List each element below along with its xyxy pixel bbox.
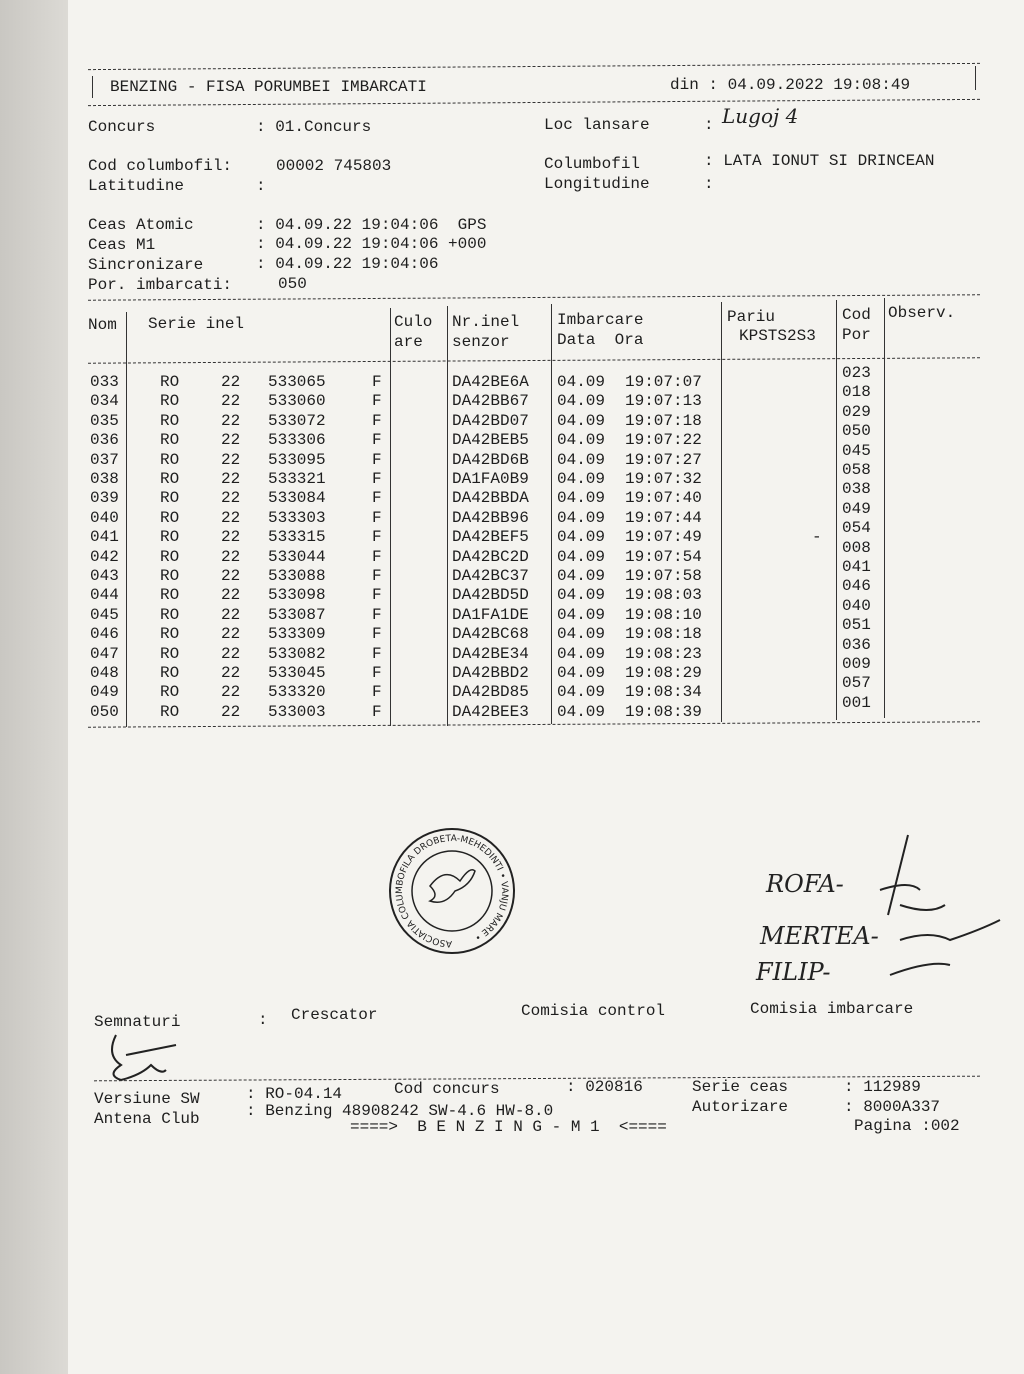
cell-time: 19:07:18 (625, 411, 702, 430)
pagina (854, 1117, 960, 1136)
loc-colon: : (704, 116, 714, 134)
benzing-banner: ====> B E N Z I N G - M 1 <==== (350, 1118, 667, 1136)
cell-ring-number: 533082 (268, 644, 326, 663)
cell-cod-por: 054 (842, 519, 871, 538)
cell-cod-por: 040 (842, 596, 871, 615)
divider (836, 300, 837, 720)
cell-date: 04.09 (557, 392, 606, 411)
cell-country: RO (160, 431, 180, 450)
cell-year: 22 (221, 547, 241, 566)
cell-nom: 040 (90, 508, 119, 527)
comisia-control-label: Comisia control (521, 1002, 666, 1020)
cell-sensor: DA42BD07 (452, 411, 529, 430)
cell-nom: 039 (90, 489, 119, 508)
sincronizare-value: : 04.09.22 19:04:06 (256, 255, 439, 273)
cell-cod-por: 046 (842, 577, 871, 596)
cell-time: 19:07:49 (625, 528, 702, 547)
cell-date: 04.09 (557, 489, 606, 508)
cell-pariu: - (812, 528, 822, 547)
cell-ring-number: 533306 (268, 431, 326, 450)
cell-ring-number: 533003 (268, 702, 326, 721)
cell-year: 22 (221, 625, 241, 644)
cell-year: 22 (221, 664, 241, 682)
antena-text: Benzing 48908242 SW-4.6 HW-8.0 (265, 1102, 554, 1120)
col-pariu: Pariu (727, 308, 776, 326)
cell-time: 19:07:40 (625, 489, 702, 508)
col-imbarcare: Imbarcare (557, 311, 644, 329)
antena-label: Antena Club (94, 1110, 200, 1128)
cell-year: 22 (221, 702, 241, 721)
cell-date: 04.09 (557, 586, 606, 605)
cell-sex: F (372, 625, 382, 644)
cell-cod-por: 001 (842, 693, 871, 712)
cell-sex: F (372, 664, 382, 682)
cell-year: 22 (221, 683, 241, 702)
serie-ceas-value: : 112989 (844, 1078, 921, 1096)
comisia-imbarcare-label: Comisia imbarcare (750, 1000, 914, 1018)
cell-sex: F (372, 411, 382, 430)
cell-ring-number: 533321 (268, 470, 326, 488)
handwritten-signatures (860, 830, 1010, 990)
cell-sensor: DA1FA0B9 (452, 470, 529, 488)
cell-sex: F (372, 567, 382, 585)
cell-time: 19:08:03 (625, 586, 702, 605)
cell-country: RO (160, 392, 180, 411)
concurs-value: : 01.Concurs (256, 118, 372, 136)
cell-ring-number: 533065 (268, 373, 326, 391)
cell-country: RO (160, 586, 180, 605)
ceas-atomic-label: Ceas Atomic (88, 216, 194, 234)
divider (884, 298, 885, 718)
cell-cod-por: 045 (842, 441, 871, 460)
col-observ: Observ. (888, 304, 956, 322)
cell-country: RO (160, 373, 180, 391)
col-cod: Cod (842, 306, 871, 324)
cell-cod-por: 057 (842, 674, 871, 693)
cell-nom: 044 (90, 586, 119, 605)
cell-nom: 043 (90, 567, 119, 585)
columbofil-label: Columbofil (544, 155, 641, 173)
cell-time: 19:08:39 (625, 702, 702, 721)
cell-sensor: DA42BD5D (452, 586, 529, 605)
cell-sex: F (372, 586, 382, 605)
autorizare-value: : 8000A337 (844, 1098, 941, 1116)
cell-year: 22 (221, 411, 241, 430)
cell-nom: 038 (90, 470, 119, 488)
cell-nom: 033 (90, 373, 119, 391)
cell-sex: F (372, 508, 382, 527)
crescator-label: Crescator (291, 1006, 378, 1024)
por-value: 050 (278, 275, 307, 293)
cell-sex: F (372, 489, 382, 508)
cell-ring-number: 533044 (268, 547, 326, 566)
divider (975, 66, 976, 90)
cell-time: 19:08:10 (625, 605, 702, 624)
versiune-value: : RO-04.14 (246, 1085, 343, 1103)
cell-sensor: DA42BB96 (452, 508, 529, 527)
cell-cod-por: 029 (842, 402, 871, 421)
cell-date: 04.09 (557, 644, 606, 663)
cell-country: RO (160, 605, 180, 624)
cell-ring-number: 533303 (268, 508, 326, 527)
cell-time: 19:07:22 (625, 431, 702, 450)
columbofil-value: : LATA IONUT SI DRINCEAN (704, 152, 935, 170)
cell-country: RO (160, 625, 180, 644)
commission-name-2: MERTEA- (760, 922, 879, 950)
cell-time: 19:07:58 (625, 567, 702, 585)
cell-sensor: DA42BC2D (452, 547, 529, 566)
cell-country: RO (160, 528, 180, 547)
crescator-signature (96, 1030, 186, 1085)
cell-sensor: DA42BC37 (452, 567, 529, 585)
cell-country: RO (160, 411, 180, 430)
cell-time: 19:08:18 (625, 625, 702, 644)
cell-time: 19:08:23 (625, 644, 702, 663)
col-nom: Nom (88, 316, 117, 334)
cell-year: 22 (221, 450, 241, 469)
cell-date: 04.09 (557, 683, 606, 702)
cell-year: 22 (221, 644, 241, 663)
cell-cod-por: 050 (842, 422, 871, 441)
col-imbarcare-2: Data Ora (557, 331, 644, 349)
cell-nom: 050 (90, 702, 119, 721)
cod-concurs-text: 020816 (585, 1078, 643, 1096)
pagina-label: Pagina : (854, 1117, 931, 1135)
lat-colon: : (256, 177, 266, 195)
cell-cod-por: 049 (842, 499, 871, 518)
cell-time: 19:07:44 (625, 508, 702, 527)
cell-ring-number: 533320 (268, 683, 326, 702)
cell-sensor: DA42BB67 (452, 392, 529, 411)
cell-year: 22 (221, 392, 241, 411)
cell-date: 04.09 (557, 702, 606, 721)
cell-nom: 045 (90, 605, 119, 624)
cell-country: RO (160, 489, 180, 508)
cell-country: RO (160, 664, 180, 682)
por-label: Por. imbarcati: (88, 276, 233, 294)
cell-sensor: DA42BEF5 (452, 528, 529, 547)
cell-year: 22 (221, 528, 241, 547)
cell-date: 04.09 (557, 605, 606, 624)
cell-cod-por: 036 (842, 635, 871, 654)
cod-concurs-label: Cod concurs (394, 1080, 500, 1098)
cell-nom: 046 (90, 625, 119, 644)
commission-name-3: FILIP- (756, 958, 831, 986)
serie-ceas-label: Serie ceas (692, 1078, 789, 1096)
ceas-m1-value: : 04.09.22 19:04:06 +000 (256, 235, 487, 253)
cell-year: 22 (221, 373, 241, 391)
cell-cod-por: 023 (842, 364, 871, 382)
cell-date: 04.09 (557, 411, 606, 430)
cell-date: 04.09 (557, 450, 606, 469)
cell-sensor: DA42BD85 (452, 683, 529, 702)
loc-handwritten: Lugoj 4 (722, 104, 799, 128)
cell-year: 22 (221, 567, 241, 585)
serie-ceas-text: 112989 (863, 1078, 921, 1096)
cell-ring-number: 533084 (268, 489, 326, 508)
cell-sex: F (372, 683, 382, 702)
cell-cod-por: 058 (842, 461, 871, 479)
cell-ring-number: 533098 (268, 586, 326, 605)
cell-sex: F (372, 431, 382, 450)
cell-nom: 047 (90, 644, 119, 663)
cell-country: RO (160, 508, 180, 527)
cell-time: 19:07:32 (625, 470, 702, 488)
cell-nom: 034 (90, 392, 119, 411)
cell-nom: 049 (90, 683, 119, 702)
cell-sensor: DA42BC68 (452, 625, 529, 644)
cell-sensor: DA42BE6A (452, 373, 529, 391)
cell-cod-por: 038 (842, 480, 871, 499)
cod-label: Cod columbofil: (88, 157, 233, 175)
cell-country: RO (160, 683, 180, 702)
cell-sex: F (372, 547, 382, 566)
cell-year: 22 (221, 508, 241, 527)
cell-country: RO (160, 470, 180, 488)
divider (721, 302, 722, 722)
document-title: BENZING - FISA PORUMBEI IMBARCATI (110, 78, 427, 96)
cell-time: 19:07:13 (625, 392, 702, 411)
versiune-label: Versiune SW (94, 1090, 200, 1108)
commission-name-1: ROFA- (766, 870, 844, 898)
ceas-m1-text: 04.09.22 19:04:06 +000 (275, 235, 487, 253)
cell-sensor: DA42BBDA (452, 489, 529, 508)
table-row (0, 693, 1024, 722)
cell-ring-number: 533072 (268, 411, 326, 430)
cell-cod-por: 008 (842, 538, 871, 557)
cell-country: RO (160, 644, 180, 663)
col-culoare-2: are (394, 333, 423, 351)
cell-sex: F (372, 605, 382, 624)
cell-country: RO (160, 450, 180, 469)
cell-date: 04.09 (557, 431, 606, 450)
cell-sensor: DA1FA1DE (452, 605, 529, 624)
col-culoare: Culo (394, 313, 433, 331)
date-label-text: din (670, 76, 699, 94)
cell-nom: 037 (90, 450, 119, 469)
cell-country: RO (160, 702, 180, 721)
cell-time: 19:08:34 (625, 683, 702, 702)
long-colon: : (704, 175, 714, 193)
ceas-atomic-value: : 04.09.22 19:04:06 GPS (256, 216, 487, 234)
cell-sex: F (372, 450, 382, 469)
ceas-atomic-text: 04.09.22 19:04:06 GPS (275, 216, 487, 234)
col-pariu-2: KPSTS2S3 (739, 327, 816, 345)
cod-value: 00002 745803 (276, 157, 392, 175)
cell-year: 22 (221, 470, 241, 488)
lat-label: Latitudine (88, 177, 185, 195)
col-cod-2: Por (842, 326, 871, 344)
cell-cod-por: 051 (842, 616, 871, 635)
cell-ring-number: 533095 (268, 450, 326, 469)
cell-nom: 041 (90, 528, 119, 547)
cell-ring-number: 533060 (268, 392, 326, 411)
concurs-text: 01.Concurs (275, 118, 372, 136)
cell-date: 04.09 (557, 528, 606, 547)
semnaturi-label: Semnaturi (94, 1013, 181, 1031)
versiune-text: RO-04.14 (265, 1085, 343, 1103)
cell-sensor: DA42BEE3 (452, 702, 529, 721)
cell-date: 04.09 (557, 508, 606, 527)
divider (447, 306, 448, 726)
columbofil-text: LATA IONUT SI DRINCEAN (723, 152, 935, 170)
autorizare-text: 8000A337 (863, 1098, 941, 1116)
autorizare-label: Autorizare (692, 1098, 789, 1116)
print-date: 04.09.2022 19:08:49 (727, 76, 911, 94)
cell-sex: F (372, 470, 382, 488)
divider (126, 312, 127, 727)
club-stamp (385, 826, 520, 956)
cell-cod-por: 018 (842, 383, 871, 402)
cell-time: 19:07:54 (625, 547, 702, 566)
cell-ring-number: 533088 (268, 567, 326, 585)
cell-sensor: DA42BD6B (452, 450, 529, 469)
cell-sensor: DA42BE34 (452, 644, 529, 663)
cell-sex: F (372, 373, 382, 391)
cell-date: 04.09 (557, 567, 606, 585)
cell-cod-por: 009 (842, 655, 871, 673)
long-label: Longitudine (544, 175, 650, 193)
svg-text:ASOCIATIA COLUMBOFILA DROBETA-: ASOCIATIA COLUMBOFILA DROBETA-MEHEDINTI • VANJU MARE • (394, 833, 510, 949)
sincronizare-label: Sincronizare (88, 256, 204, 274)
ceas-m1-label: Ceas M1 (88, 236, 156, 254)
cell-time: 19:08:29 (625, 664, 702, 682)
cell-date: 04.09 (557, 625, 606, 644)
loc-label: Loc lansare (544, 116, 650, 134)
cell-date: 04.09 (557, 547, 606, 566)
cell-cod-por: 041 (842, 558, 871, 576)
cell-date: 04.09 (557, 470, 606, 488)
cell-sensor: DA42BBD2 (452, 664, 529, 682)
col-nrinel: Nr.inel (452, 313, 520, 331)
cell-year: 22 (221, 489, 241, 508)
divider (92, 76, 93, 98)
cell-country: RO (160, 547, 180, 566)
cell-sex: F (372, 392, 382, 411)
cell-year: 22 (221, 586, 241, 605)
cod-concurs-value: : 020816 (566, 1078, 643, 1096)
col-nrinel-2: senzor (452, 333, 510, 351)
cell-sex: F (372, 702, 382, 721)
semnaturi-colon: : (258, 1011, 268, 1029)
cell-sex: F (372, 528, 382, 547)
cell-date: 04.09 (557, 373, 606, 391)
cell-nom: 036 (90, 431, 119, 450)
divider (551, 304, 552, 724)
cell-sensor: DA42BEB5 (452, 431, 529, 450)
sincronizare-text: 04.09.22 19:04:06 (275, 255, 439, 273)
date-label: din : 04.09.2022 19:08:49 (670, 76, 911, 94)
pagina-number: 002 (930, 1117, 960, 1135)
cell-time: 19:07:07 (625, 373, 702, 391)
cell-time: 19:07:27 (625, 450, 702, 469)
cell-date: 04.09 (557, 664, 606, 682)
cell-sex: F (372, 644, 382, 663)
cell-nom: 035 (90, 411, 119, 430)
cell-nom: 042 (90, 547, 119, 566)
antena-value: : Benzing 48908242 SW-4.6 HW-8.0 (246, 1102, 554, 1120)
divider (390, 308, 391, 726)
cell-ring-number: 533309 (268, 625, 326, 644)
cell-year: 22 (221, 431, 241, 450)
cell-country: RO (160, 567, 180, 585)
cell-ring-number: 533087 (268, 605, 326, 624)
cell-nom: 048 (90, 664, 119, 682)
col-serie: Serie inel (148, 315, 245, 333)
cell-ring-number: 533315 (268, 528, 326, 547)
cell-year: 22 (221, 605, 241, 624)
cell-ring-number: 533045 (268, 664, 326, 682)
concurs-label: Concurs (88, 118, 156, 136)
